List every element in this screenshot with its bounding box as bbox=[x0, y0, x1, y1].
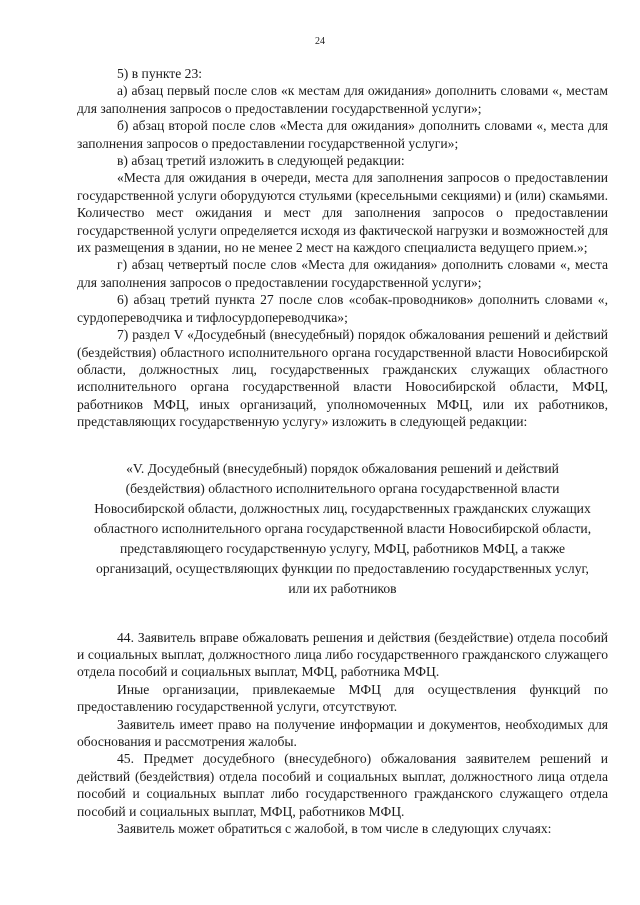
page-number: 24 bbox=[315, 36, 325, 47]
paragraph-item-6: 6) абзац третий пункта 27 после слов «собак-проводников» дополнить словами «, сурдопереводчика и тифлосурдопереводчика»; bbox=[77, 292, 608, 325]
paragraph-complaint-cases: Заявитель может обратиться с жалобой, в том числе в следующих случаях: bbox=[117, 821, 552, 836]
paragraph-subitem-b: б) абзац второй после слов «Места для ожидания» дополнить словами «, места для заполнения запросов о предоставлении государственной услуги»; bbox=[77, 118, 608, 151]
paragraph-item-5: 5) в пункте 23: bbox=[117, 66, 203, 81]
section-heading: «V. Досудебный (внесудебный) порядок обжалования решений и действий (бездействия) областного исполнительного органа государственной власти Новосибирской области, должностных лиц, государственных гражданских служащих областного исполнительного органа государственной власти Новосибирской области, представляющего государственную услугу, МФЦ, работников МФЦ, а также организаций, осуществляющих функции по предоставлению государственных услуг, или их работников bbox=[93, 460, 592, 596]
paragraph-applicant-rights: Заявитель имеет право на получение информации и документов, необходимых для обоснования и рассмотрения жалобы. bbox=[77, 716, 608, 749]
paragraph-subitem-v: в) абзац третий изложить в следующей редакции: bbox=[117, 153, 405, 169]
document-body bbox=[77, 65, 608, 837]
paragraph-quoted-text: «Места для ожидания в очереди, места для заполнения запросов о предоставлении государственной услуги оборудуются стульями (кресельными секциями) и (или) скамьями. Количество мест ожидания и мест для заполнения запросов о предоставлении государственной услуги определяется исходя из фактической нагрузки и возможностей для их размещения в здании, но не менее 2 мест на каждого специалиста ведущего прием.»; bbox=[77, 170, 608, 256]
paragraph-other-organizations: Иные организации, привлекаемые МФЦ для осуществления функций по предоставлению государственной услуги, отсутствуют. bbox=[77, 681, 608, 715]
paragraph-subitem-g: г) абзац четвертый после слов «Места для ожидания» дополнить словами «, места для заполнения запросов о предоставлении государственной услуги»; bbox=[77, 257, 608, 290]
paragraph-item-45: 45. Предмет досудебного (внесудебного) обжалования заявителем решений и действий (бездействия) отдела пособий и социальных выплат, должностного лица отдела пособий и социальных выплат либо государственного гражданского служащего отдела пособий и социальных выплат, МФЦ, работников МФЦ. bbox=[77, 751, 608, 819]
paragraph-subitem-a: а) абзац первый после слов «к местам для ожидания» дополнить словами «, местам для заполнения запросов о предоставлении государственной услуги»; bbox=[77, 83, 608, 116]
paragraph-item-7: 7) раздел V «Досудебный (внесудебный) порядок обжалования решений и действий (бездействия) областного исполнительного органа государственной власти Новосибирской области, должностных лиц, государственных гражданских служащих областного исполнительного органа государственной власти Новосибирской области, МФЦ, работников МФЦ, иных организаций, уполномоченных МФЦ, или их работников, представляющих государственную услугу» изложить в следующей редакции: bbox=[77, 327, 608, 430]
paragraph-item-44: 44. Заявитель вправе обжаловать решения и действия (бездействие) отдела пособий и социальных выплат, должностного лица либо государственного гражданского служащего отдела пособий и социальных выплат, МФЦ, работника МФЦ. bbox=[77, 629, 608, 680]
